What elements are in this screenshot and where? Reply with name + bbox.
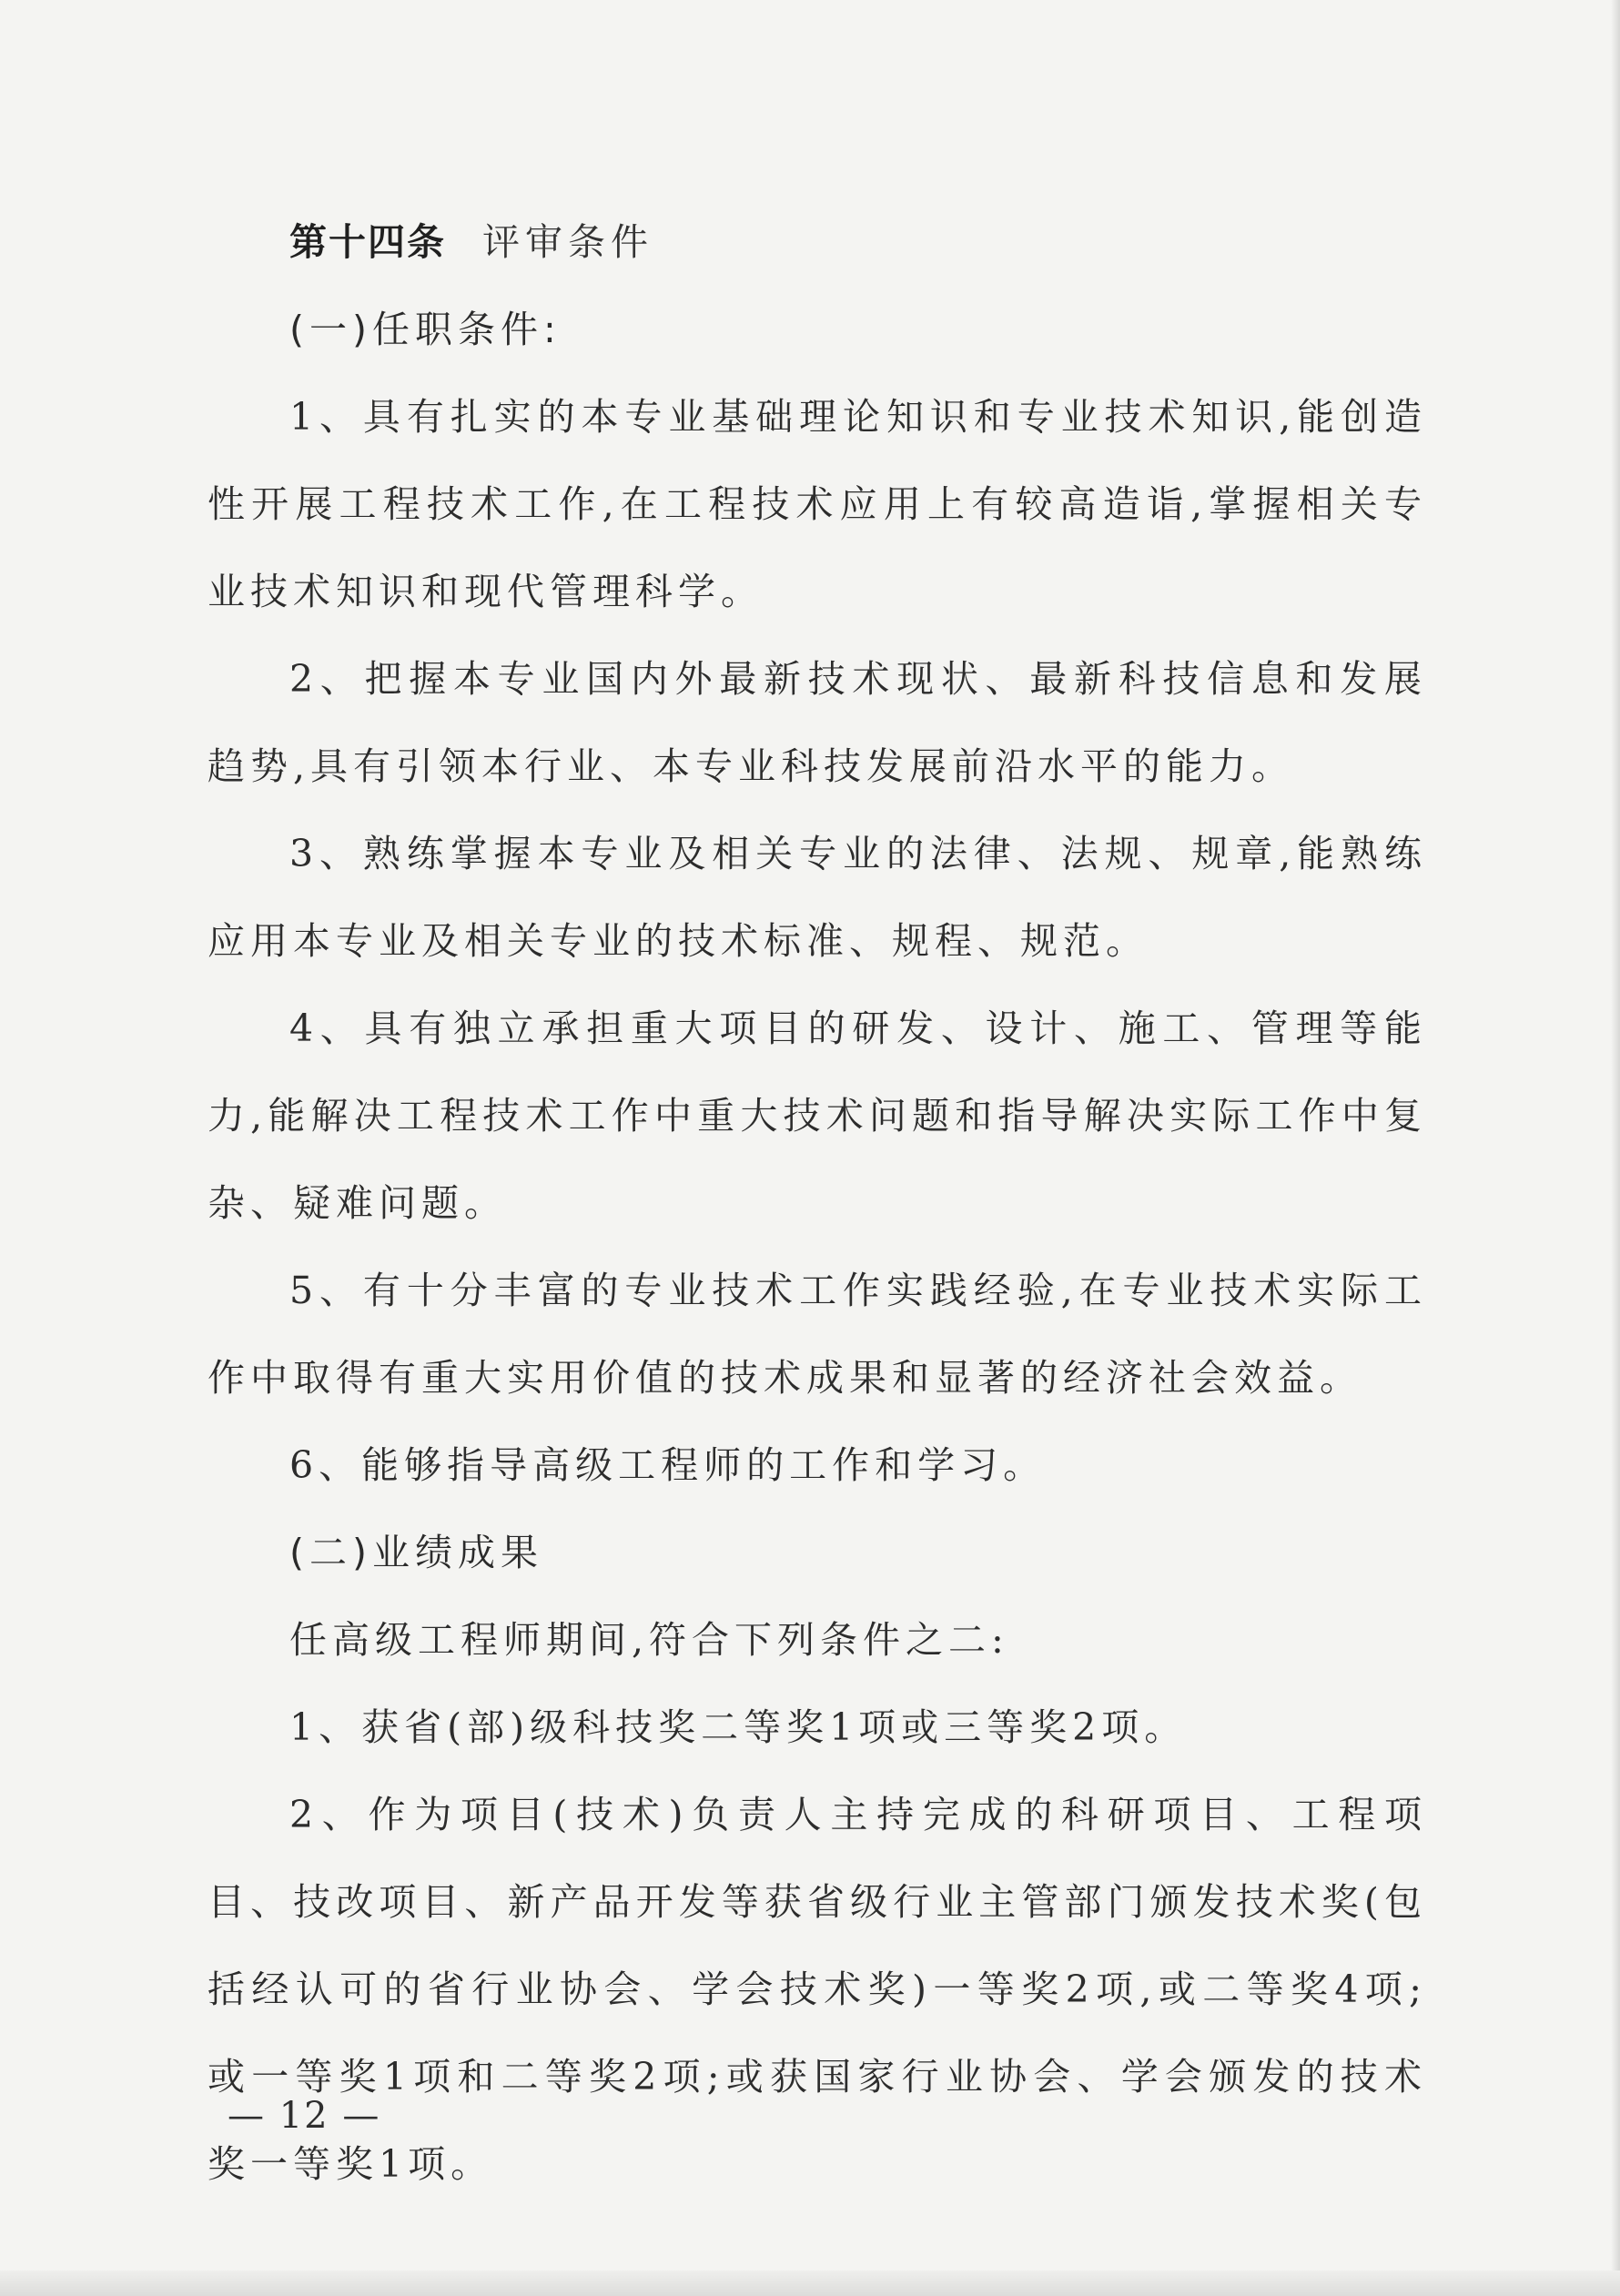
page-edge-shadow-bottom — [0, 2271, 1620, 2296]
page-number: — 12 — — [228, 2095, 381, 2137]
achievement-item-2: 2、作为项目(技术)负责人主持完成的科研项目、工程项目、技改项目、新产品开发等获省级行业主管部门颁发技术奖(包括经认可的省行业协会、学会技术奖)一等奖2项,或二等奖4项;或一等奖1项和二等奖2项;或获国家行业协会、学会颁发的技术奖一等奖1项。 — [208, 1793, 1427, 2186]
document-body — [208, 198, 1427, 2208]
achievements-intro: 任高级工程师期间,符合下列条件之二: — [289, 1618, 1009, 1662]
section-heading-achievements: (二)业绩成果 — [289, 1531, 543, 1574]
article-heading — [208, 198, 1427, 286]
article-number: 第十四条 — [289, 220, 446, 264]
qualification-item-3: 3、熟练掌握本专业及相关专业的法律、法规、规章,能熟练应用本专业及相关专业的技术标准、规程、规范。 — [208, 832, 1427, 963]
qualification-item-5: 5、有十分丰富的专业技术工作实践经验,在专业技术实际工作中取得有重大实用价值的技术成果和显著的经济社会效益。 — [208, 1269, 1427, 1400]
article-title: 评审条件 — [482, 220, 653, 264]
page-edge-shadow-right — [1611, 0, 1620, 2296]
section-heading-qualifications: (一)任职条件: — [289, 308, 562, 351]
qualification-item-6: 6、能够指导高级工程师的工作和学习。 — [289, 1443, 1047, 1487]
achievement-item-1: 1、获省(部)级科技奖二等奖1项或三等奖2项。 — [289, 1705, 1188, 1749]
qualification-item-2: 2、把握本专业国内外最新技术现状、最新科技信息和发展趋势,具有引领本行业、本专业科技发展前沿水平的能力。 — [208, 657, 1427, 788]
qualification-item-1: 1、具有扎实的本专业基础理论知识和专业技术知识,能创造性开展工程技术工作,在工程技术应用上有较高造诣,掌握相关专业技术知识和现代管理科学。 — [208, 395, 1427, 613]
qualification-item-4: 4、具有独立承担重大项目的研发、设计、施工、管理等能力,能解决工程技术工作中重大技术问题和指导解决实际工作中复杂、疑难问题。 — [208, 1006, 1427, 1225]
